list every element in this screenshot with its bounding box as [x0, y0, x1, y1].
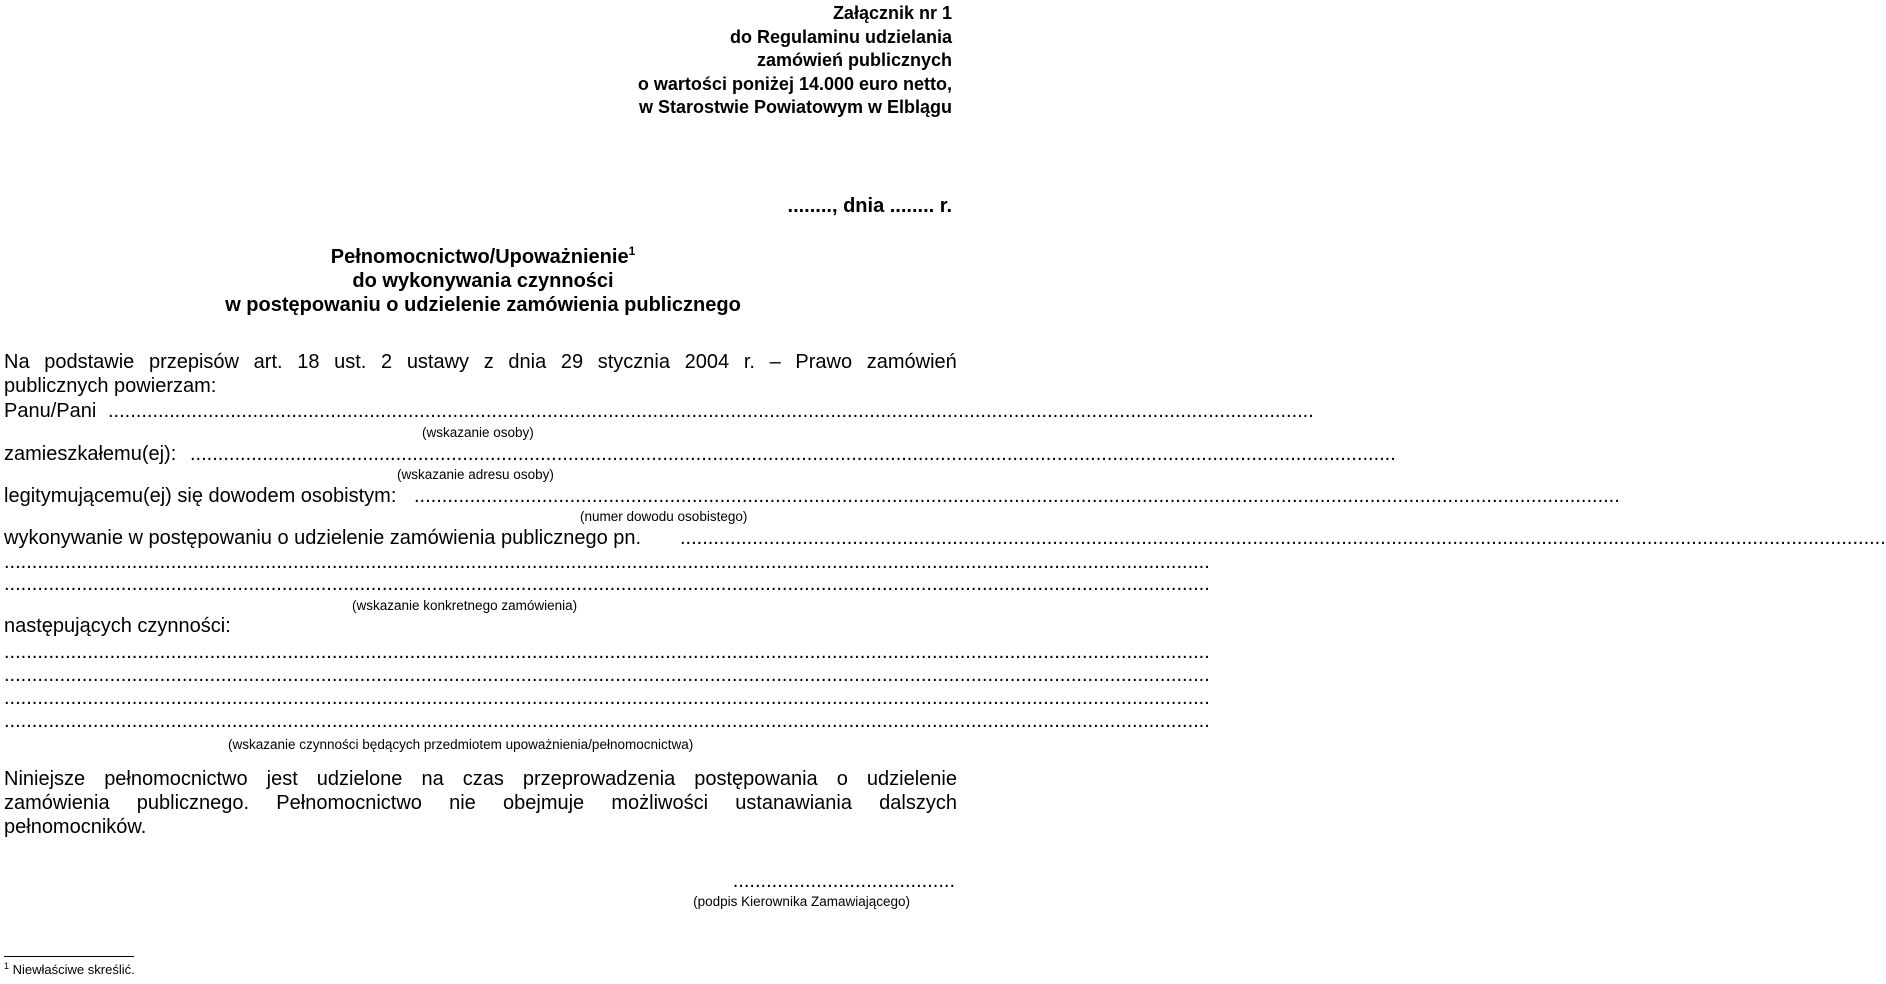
word: ustawy	[406, 351, 470, 373]
procedure-field-1[interactable]: .........................................................................................................................................................................................................................	[680, 527, 1886, 549]
word: dalszych	[879, 792, 957, 814]
intro-paragraph	[4, 350, 957, 398]
word: nie	[449, 792, 476, 814]
intro-line-2: publicznych powierzam:	[4, 375, 217, 397]
actions-field-4[interactable]: .........................................................................................................................................................................................................................	[4, 710, 1210, 732]
word: udzielenie	[866, 768, 957, 790]
word: obejmuje	[503, 792, 585, 814]
actions-field-2[interactable]: .........................................................................................................................................................................................................................	[4, 664, 1210, 686]
word: 29	[560, 351, 584, 373]
actions-label: następujących czynności:	[4, 615, 231, 637]
procedure-caption: (wskazanie konkretnego zamówienia)	[352, 598, 578, 613]
annex-line: Załącznik nr 1	[832, 3, 952, 23]
actions-field-1[interactable]: .........................................................................................................................................................................................................................	[4, 641, 1210, 663]
word: o	[836, 768, 848, 790]
word: –	[769, 351, 781, 373]
word: pełnomocnictwo	[104, 768, 248, 790]
final-line-2	[4, 791, 957, 815]
word: Pełnomocnictwo	[276, 792, 422, 814]
word: zamówień	[866, 351, 957, 373]
footnote-text: Niewłaściwe skreślić.	[12, 962, 135, 977]
word: czas	[462, 768, 504, 790]
date-line: ........, dnia ........ r.	[787, 195, 952, 217]
signature-field[interactable]: ........................................	[732, 870, 955, 892]
annex-line: zamówień publicznych	[756, 50, 952, 70]
word: 2004	[684, 351, 730, 373]
id-label: legitymującemu(ej) się dowodem osobistym:	[4, 485, 397, 507]
final-line-1	[4, 767, 957, 791]
actions-caption: (wskazanie czynności będących przedmiotem upoważnienia/pełnomocnictwa)	[228, 737, 694, 752]
annex-header	[532, 2, 952, 120]
final-line-3: pełnomocników.	[4, 816, 147, 838]
word: Prawo	[795, 351, 853, 373]
final-paragraph	[4, 767, 957, 839]
word: podstawie	[44, 351, 135, 373]
word: z	[483, 351, 494, 373]
intro-line-1	[4, 350, 957, 374]
word: Niniejsze	[4, 768, 86, 790]
annex-line: do Regulaminu udzielania	[729, 26, 952, 47]
address-field[interactable]: .........................................................................................................................................................................................................................	[190, 443, 1396, 465]
actions-field-3[interactable]: .........................................................................................................................................................................................................................	[4, 687, 1210, 709]
id-field[interactable]: .........................................................................................................................................................................................................................	[414, 485, 1620, 507]
footnote-divider	[4, 956, 134, 957]
address-caption: (wskazanie adresu osoby)	[397, 467, 554, 482]
word: jest	[266, 768, 298, 790]
word: udzielone	[316, 768, 403, 790]
annex-line: o wartości poniżej 14.000 euro netto,	[637, 73, 952, 94]
procedure-field-3[interactable]: .........................................................................................................................................................................................................................	[4, 573, 1210, 595]
word: r.	[743, 351, 755, 373]
title-line-2: do wykonywania czynności	[352, 270, 614, 292]
procedure-label: wykonywanie w postępowaniu o udzielenie zamówienia publicznego pn.	[4, 527, 642, 549]
word: zamówienia	[4, 792, 110, 814]
word: 2	[381, 351, 393, 373]
person-label: Panu/Pani	[4, 400, 97, 422]
word: art.	[253, 351, 283, 373]
word: na	[421, 768, 444, 790]
person-field[interactable]: .........................................................................................................................................................................................................................	[108, 400, 1314, 422]
footnote-mark: 1	[4, 961, 10, 971]
word: przepisów	[148, 351, 239, 373]
word: dnia	[508, 351, 547, 373]
word: ustanawiania	[735, 792, 852, 814]
word: stycznia	[597, 351, 670, 373]
title-line-3: w postępowaniu o udzielenie zamówienia publicznego	[225, 294, 741, 316]
footnote	[4, 962, 135, 977]
address-label: zamieszkałemu(ej):	[4, 443, 177, 465]
word: możliwości	[611, 792, 709, 814]
word: 18	[297, 351, 320, 373]
title-line-1: Pełnomocnictwo/Upoważnienie	[330, 246, 629, 268]
word: publicznego.	[136, 792, 250, 814]
annex-line: w Starostwie Powiatowym w Elblągu	[638, 97, 952, 117]
footnote-ref: 1	[628, 244, 636, 258]
id-caption: (numer dowodu osobistego)	[580, 509, 748, 524]
procedure-field-2[interactable]: .........................................................................................................................................................................................................................	[4, 551, 1210, 573]
person-caption: (wskazanie osoby)	[422, 425, 534, 440]
signature-caption: (podpis Kierownika Zamawiającego)	[693, 894, 910, 909]
word: postępowania	[694, 768, 818, 790]
document-title	[0, 245, 966, 317]
word: ust.	[334, 351, 367, 373]
word: przeprowadzenia	[522, 768, 676, 790]
word: Na	[4, 351, 30, 373]
